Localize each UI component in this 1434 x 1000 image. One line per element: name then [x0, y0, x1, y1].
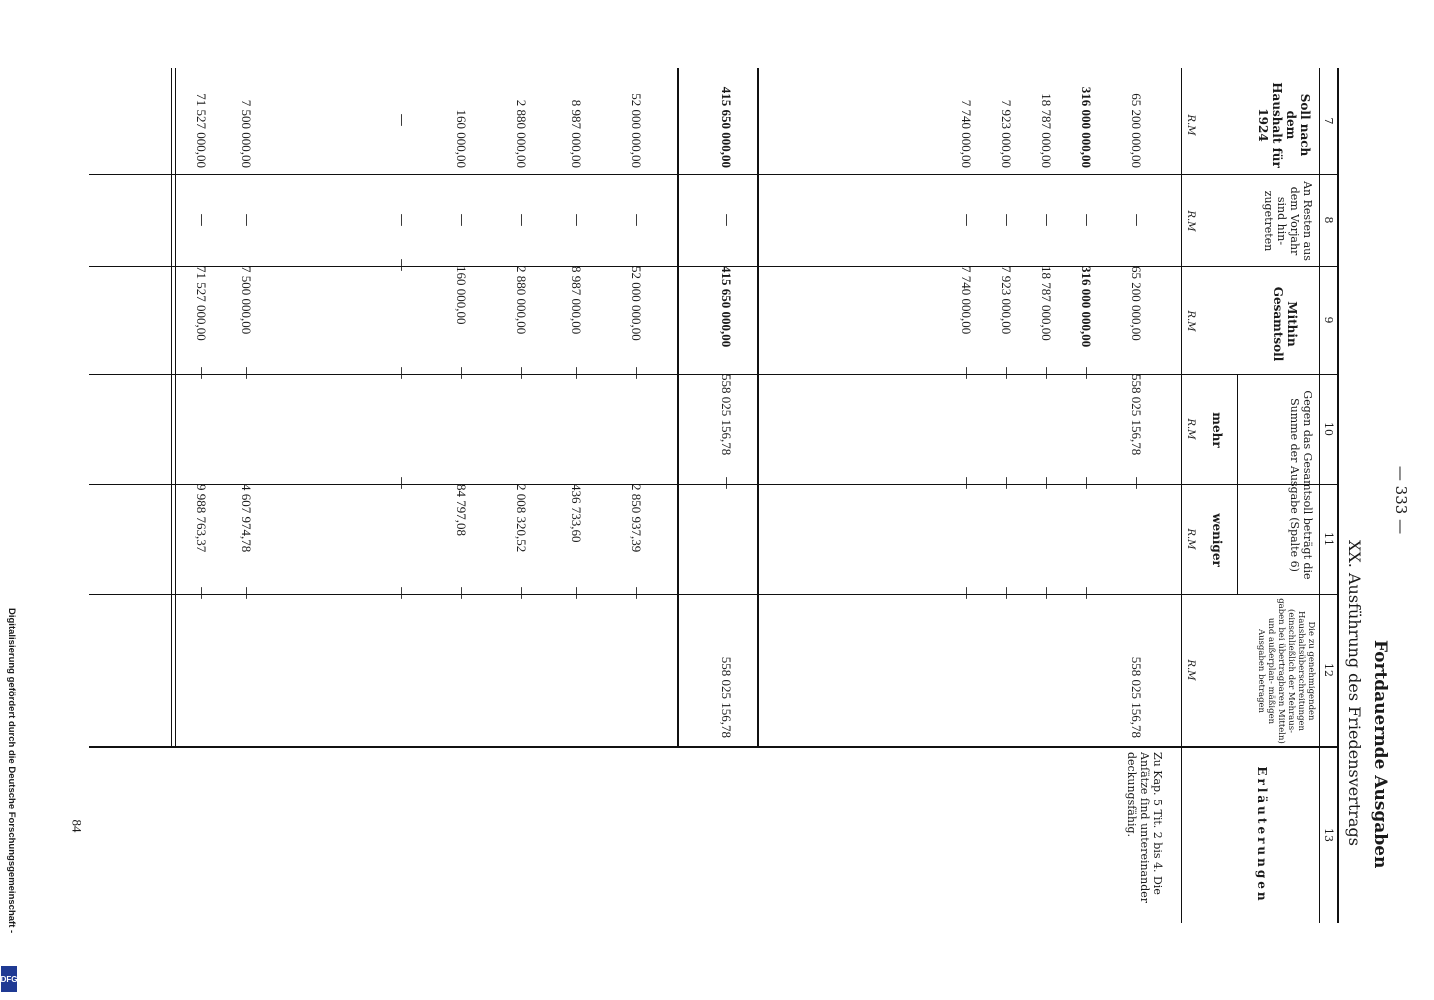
page-subtitle: XX. Ausführung des Friedensvertrags [1345, 540, 1364, 846]
table-cell-c9: 65 200 000,00 [1129, 266, 1144, 341]
table-cell-c12: — [569, 586, 584, 600]
header-soll: Soll nach dem Haushalt für 1924 [1256, 82, 1312, 168]
rule-total [175, 68, 176, 748]
table-cell-c7: 7 923 000,00 [999, 99, 1014, 168]
table-cell-c10: — [999, 366, 1014, 380]
table-cell-c12: — [514, 586, 529, 600]
table-cell-c7: 7 500 000,00 [239, 99, 254, 168]
table-cell-c9: 7 500 000,00 [239, 266, 254, 335]
table-cell-c7: 71 527 000,00 [194, 93, 209, 168]
rule-header-bottom [1181, 68, 1182, 923]
table-cell-c12: — [999, 586, 1014, 600]
rule-total-2 [171, 68, 172, 748]
footer-page-number: 84 [69, 819, 85, 833]
table-cell-c7: 415 650 000,00 [719, 86, 734, 168]
table-cell-c7: 8 987 000,00 [569, 99, 584, 168]
unit-label: R.M [1185, 528, 1196, 550]
table-cell-c8: — [1039, 213, 1054, 227]
side-credit-text: Digitalisierung gefördert durch die Deutsche Forschungsgemeinschaft - [6, 608, 17, 934]
table-cell-c11: 2 850 937,39 [629, 484, 644, 553]
header-erlaeuterungen: Erläuterungen [1255, 766, 1269, 904]
unit-label: R.M [1185, 114, 1196, 136]
header-weniger: weniger [1210, 513, 1224, 567]
table-cell-c12: — [1079, 586, 1094, 600]
table-cell-c11: — [959, 476, 974, 490]
table-cell-c9: 52 000 000,00 [629, 266, 644, 341]
table-cell-c10: — [1039, 366, 1054, 380]
unit-label: R.M [1185, 659, 1196, 681]
table-cell-c9: 8 987 000,00 [569, 266, 584, 335]
table-cell-c7: 65 200 000,00 [1129, 93, 1144, 168]
table-cell-c8: — [194, 213, 209, 227]
erlaeuterung-note: Zu Kap. 5 Tit. 2 bis 4. Die Anſätze ſind untereinander deckungsfähig. [1125, 752, 1164, 904]
table-cell-c9: — [394, 258, 409, 272]
table-cell-c7: 18 787 000,00 [1039, 93, 1054, 168]
rule-subtotal [757, 68, 759, 748]
unit-label: R.M [1185, 310, 1196, 332]
table-cell-c10: — [394, 366, 409, 380]
col-divider [89, 746, 1339, 748]
table-cell-c11: — [1039, 476, 1054, 490]
col-number-8: 8 [1322, 216, 1335, 224]
table-cell-c10: — [629, 366, 644, 380]
table-cell-c11: — [1079, 476, 1094, 490]
table-cell-c11: 9 988 763,37 [194, 484, 209, 553]
table-cell-c8: — [569, 213, 584, 227]
unit-label: R.M [1185, 210, 1196, 232]
table-cell-c9: 71 527 000,00 [194, 266, 209, 341]
rule-subtotal-bottom [677, 68, 679, 748]
table-cell-c11: 436 733,60 [569, 484, 584, 543]
table-cell-c7: 2 880 000,00 [514, 99, 529, 168]
table-cell-c10: — [959, 366, 974, 380]
table-cell-c11: 4 607 974,78 [239, 484, 254, 553]
table-cell-c7: 7 740 000,00 [959, 99, 974, 168]
header-reste: An Resten aus dem Vorjahr sind hin- zugetreten [1262, 181, 1314, 261]
table-cell-c12: — [394, 586, 409, 600]
unit-label: R.M [1185, 418, 1196, 440]
table-cell-c8: — [394, 213, 409, 227]
header-gesamtsoll: Mithin Gesamtsoll [1271, 286, 1299, 362]
table-cell-c8: — [1129, 213, 1144, 227]
col-number-7: 7 [1322, 117, 1335, 125]
table-cell-c8: — [959, 213, 974, 227]
table-cell-c11: 2 008 320,52 [514, 484, 529, 553]
table-cell-c10: — [454, 366, 469, 380]
table-cell-c12: — [629, 586, 644, 600]
table-cell-c8: — [514, 213, 529, 227]
table-cell-c9: 415 650 000,00 [719, 266, 734, 348]
table-cell-c10: — [569, 366, 584, 380]
table-cell-c7: 160 000,00 [454, 109, 469, 168]
table-cell-c9: 2 880 000,00 [514, 266, 529, 335]
table-cell-c12: — [194, 586, 209, 600]
table-cell-c12: — [959, 586, 974, 600]
col-divider [89, 174, 1339, 175]
table-cell-c10: 558 025 156,78 [1129, 374, 1144, 456]
dfg-logo: DFG [1, 966, 17, 992]
table-cell-c11: — [394, 476, 409, 490]
col-number-10: 10 [1322, 422, 1335, 436]
table-cell-c12: — [239, 586, 254, 600]
table-cell-c8: — [1079, 213, 1094, 227]
table-cell-c8: — [454, 213, 469, 227]
col-divider [89, 484, 1339, 485]
page-number: — 333 — [1392, 465, 1410, 535]
table-cell-c11: — [999, 476, 1014, 490]
table-cell-c12: — [454, 586, 469, 600]
rule-mehr-weniger [1237, 374, 1238, 594]
table-cell-c11: — [719, 476, 734, 490]
rule-colnums [1319, 68, 1320, 923]
table-cell-c10: — [239, 366, 254, 380]
col-number-9: 9 [1322, 316, 1335, 324]
col-divider [89, 266, 1339, 267]
table-cell-c11: — [1129, 476, 1144, 490]
header-gegen: Gegen das Gesamtsoll beträgt die Summe der Ausgabe (Spalte 6) [1288, 390, 1314, 580]
table-cell-c9: 7 740 000,00 [959, 266, 974, 335]
col-divider [89, 374, 1339, 375]
header-ueberschreitungen: Die zu genehmigenden Haushaltsüberschreitungen (einschließlich der Mehraus- gaben bei übertragbaren Mitteln) und außerplan- mäßigen Ausgaben betragen [1256, 598, 1316, 744]
table-cell-c9: 7 923 000,00 [999, 266, 1014, 335]
table-cell-c9: 316 000 000,00 [1079, 266, 1094, 348]
col-divider [89, 594, 1339, 595]
table-cell-c9: 160 000,00 [454, 266, 469, 325]
col-number-13: 13 [1322, 828, 1335, 842]
table-cell-c8: — [999, 213, 1014, 227]
page-title: Fortdauernde Ausgaben [1370, 640, 1390, 869]
table-cell-c7: — [394, 113, 409, 127]
table-cell-c8: — [239, 213, 254, 227]
table-cell-c8: — [719, 213, 734, 227]
table-cell-c12: — [1039, 586, 1054, 600]
col-number-12: 12 [1322, 663, 1335, 677]
table-cell-c12: 558 025 156,78 [1129, 656, 1144, 738]
col-number-11: 11 [1322, 532, 1335, 546]
table-cell-c9: 18 787 000,00 [1039, 266, 1054, 341]
table-cell-c10: — [1079, 366, 1094, 380]
table-cell-c7: 316 000 000,00 [1079, 86, 1094, 168]
table-cell-c8: — [629, 213, 644, 227]
table-cell-c10: — [514, 366, 529, 380]
table-cell-c7: 52 000 000,00 [629, 93, 644, 168]
rule-top [1337, 68, 1339, 923]
table-cell-c10: 558 025 156,78 [719, 374, 734, 456]
table-cell-c12: 558 025 156,78 [719, 656, 734, 738]
header-mehr: mehr [1210, 412, 1224, 448]
table-cell-c10: — [194, 366, 209, 380]
table-cell-c11: 84 797,08 [454, 484, 469, 536]
